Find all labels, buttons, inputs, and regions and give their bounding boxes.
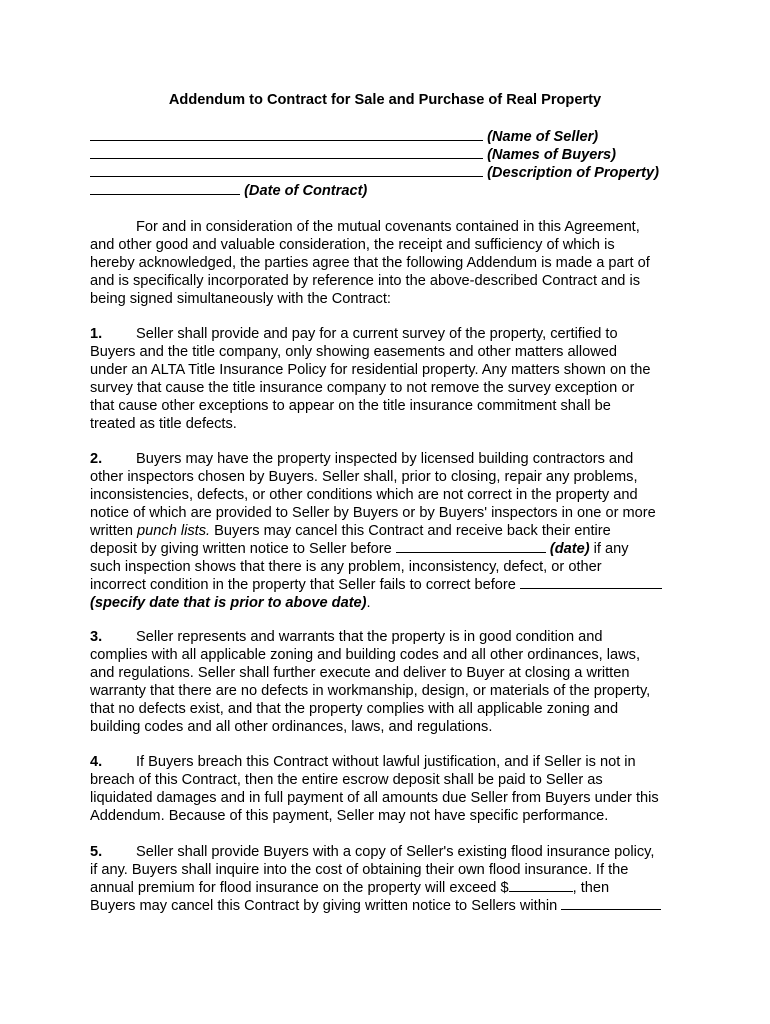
intro-line: and is specifically incorporated by reference into the above-described Contract and is	[90, 273, 641, 289]
section-line: under an ALTA Title Insurance Policy for residential property. Any matters shown on the	[90, 362, 651, 378]
section-line: survey that cause the title insurance company to not remove the survey exception or	[90, 380, 635, 396]
text-run: incorrect condition in the property that Seller fails to correct before	[90, 577, 520, 593]
text-run: , then	[572, 880, 610, 896]
buyers-names-blank[interactable]	[90, 146, 483, 159]
seller-name-blank[interactable]	[90, 128, 483, 141]
correction-date-blank[interactable]	[520, 576, 662, 589]
section-number: 3.	[90, 629, 103, 645]
section-line: other inspectors chosen by Buyers. Seller shall, prior to closing, repair any problems,	[90, 469, 638, 485]
section-line: liquidated damages and in full payment of all amounts due Seller from Buyers under this	[90, 790, 659, 806]
text-run: written	[90, 523, 138, 539]
inspection-date-blank[interactable]	[396, 540, 546, 553]
specify-date-label: (specify date that is prior to above date)	[90, 595, 367, 611]
section-line: and regulations. Seller shall further execute and deliver to Buyer at closing a written	[90, 665, 630, 681]
contract-date-label: (Date of Contract)	[244, 183, 368, 199]
contract-date-field	[90, 182, 367, 199]
section-line: Seller shall provide and pay for a current survey of the property, certified to	[136, 326, 618, 342]
contract-date-blank[interactable]	[90, 182, 240, 195]
intro-line: For and in consideration of the mutual covenants contained in this Agreement,	[136, 219, 640, 235]
section-line: notice of which are provided to Seller by Buyers or by Buyers' inspectors in one or more	[90, 505, 656, 521]
buyers-names-field	[90, 146, 616, 163]
text-run: annual premium for flood insurance on the property will exceed $	[90, 880, 509, 896]
seller-name-field	[90, 128, 598, 145]
text-run: .	[366, 595, 371, 611]
section-line: that cause other exceptions to appear on the title insurance commitment shall be	[90, 398, 611, 414]
section-line	[90, 540, 690, 558]
text-run: Buyers may cancel this Contract and receive back their entire	[210, 523, 611, 539]
section-4	[90, 753, 690, 825]
section-line: such inspection shows that there is any problem, inconsistency, defect, or other	[90, 559, 602, 575]
notice-period-blank[interactable]	[561, 897, 661, 910]
section-number: 4.	[90, 754, 103, 770]
section-line: Buyers and the title company, only showing easements and other matters allowed	[90, 344, 618, 360]
date-label: (date)	[549, 541, 590, 557]
section-line: Buyers may have the property inspected by licensed building contractors and	[136, 451, 634, 467]
section-line: warranty that there are no defects in workmanship, design, or materials of the property,	[90, 683, 651, 699]
section-line: If Buyers breach this Contract without lawful justification, and if Seller is not in	[136, 754, 636, 770]
section-2	[90, 450, 690, 612]
section-line	[90, 594, 690, 612]
section-line: Addendum. Because of this payment, Seller may not have specific performance.	[90, 808, 609, 824]
section-number: 2.	[90, 451, 103, 467]
section-line: complies with all applicable zoning and building codes and all other ordinances, laws,	[90, 647, 641, 663]
intro-paragraph	[90, 218, 690, 308]
premium-amount-blank[interactable]	[509, 879, 573, 892]
punch-lists-term: punch lists.	[137, 523, 211, 539]
section-line: that no defects exist, and that the property complies with all applicable zoning and	[90, 701, 619, 717]
intro-line: hereby acknowledged, the parties agree that the following Addendum is made a part of	[90, 255, 650, 271]
section-line	[90, 522, 690, 540]
section-5	[90, 843, 690, 915]
text-run: Buyers may cancel this Contract by giving written notice to Sellers within	[90, 898, 562, 914]
section-number: 5.	[90, 844, 103, 860]
document-title: Addendum to Contract for Sale and Purchase of Real Property	[168, 92, 602, 108]
section-3	[90, 628, 690, 736]
property-description-label: (Description of Property)	[487, 165, 659, 181]
buyers-names-label: (Names of Buyers)	[487, 147, 617, 163]
section-line	[90, 576, 690, 594]
intro-line: and other good and valuable consideration, the receipt and sufficiency of which is	[90, 237, 615, 253]
section-1	[90, 325, 690, 433]
section-line: inconsistencies, defects, or other conditions which are not correct in the property and	[90, 487, 638, 503]
section-line: if any. Buyers shall inquire into the cost of obtaining their own flood insurance. If the	[90, 862, 629, 878]
seller-name-label: (Name of Seller)	[487, 129, 599, 145]
section-line: building codes and all other ordinances, laws, and regulations.	[90, 719, 493, 735]
property-description-blank[interactable]	[90, 164, 483, 177]
section-line: Seller shall provide Buyers with a copy of Seller's existing flood insurance policy,	[136, 844, 655, 860]
text-run: if any	[589, 541, 629, 557]
section-line: breach of this Contract, then the entire escrow deposit shall be paid to Seller as	[90, 772, 603, 788]
intro-line: being signed simultaneously with the Contract:	[90, 291, 391, 307]
text-run: deposit by giving written notice to Seller before	[90, 541, 396, 557]
section-line	[90, 879, 690, 897]
section-number: 1.	[90, 326, 103, 342]
section-line: Seller represents and warrants that the property is in good condition and	[136, 629, 603, 645]
section-line	[90, 897, 690, 915]
section-line: treated as title defects.	[90, 416, 237, 432]
property-description-field	[90, 164, 659, 181]
